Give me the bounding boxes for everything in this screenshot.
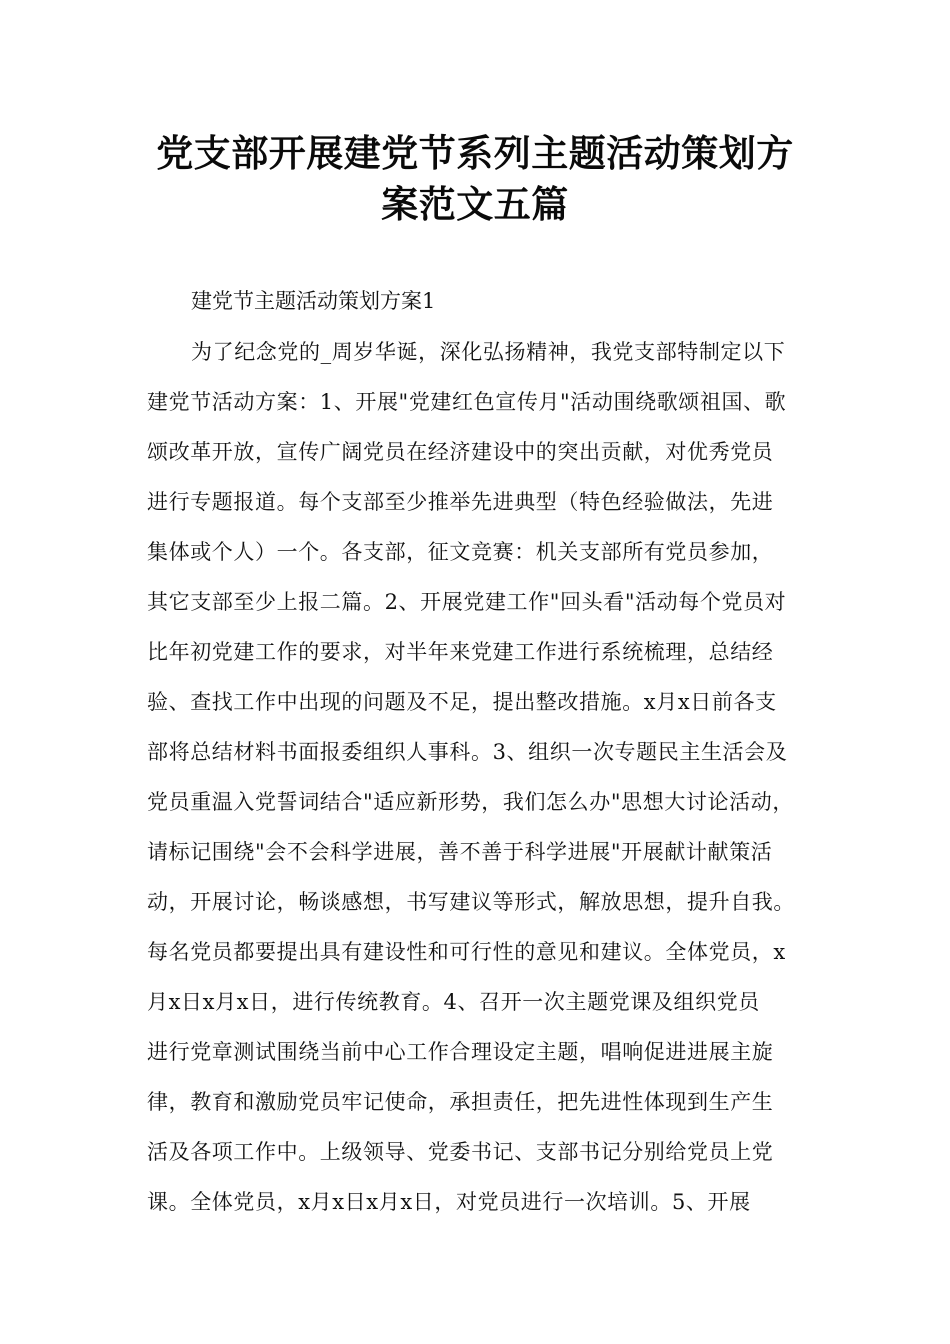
body-line-12: 动，开展讨论，畅谈感想，书写建议等形式，解放思想，提升自我。	[147, 890, 795, 914]
section-heading: 建党节主题活动策划方案1	[191, 289, 436, 313]
body-line-2: 建党节活动方案：1、开展"党建红色宣传月"活动围绕歌颂祖国、歌	[147, 390, 787, 414]
body-line-4: 进行专题报道。每个支部至少推举先进典型（特色经验做法，先进	[147, 490, 774, 514]
body-line-13: 每名党员都要提出具有建设性和可行性的意见和建议。全体党员，x	[147, 940, 786, 964]
body-line-9: 部将总结材料书面报委组织人事科。3、组织一次专题民主生活会及	[147, 740, 788, 764]
body-line-6: 其它支部至少上报二篇。2、开展党建工作"回头看"活动每个党员对	[147, 590, 787, 614]
body-line-10: 党员重温入党誓词结合"适应新形势，我们怎么办"思想大讨论活动，	[147, 790, 794, 814]
body-line-1: 为了纪念党的_周岁华诞，深化弘扬精神，我党支部特制定以下	[191, 340, 786, 364]
body-line-15: 进行党章测试围绕当前中心工作合理设定主题，唱响促进进展主旋	[147, 1040, 774, 1064]
body-line-16: 律，教育和激励党员牢记使命，承担责任，把先进性体现到生产生	[147, 1090, 774, 1114]
body-line-7: 比年初党建工作的要求，对半年来党建工作进行系统梳理，总结经	[147, 640, 774, 664]
document-title-line-2: 案范文五篇	[381, 183, 569, 226]
body-line-8: 验、查找工作中出现的问题及不足，提出整改措施。x月x日前各支	[147, 690, 777, 714]
body-line-17: 活及各项工作中。上级领导、党委书记、支部书记分别给党员上党	[147, 1140, 774, 1164]
body-line-11: 请标记围绕"会不会科学进展，善不善于科学进展"开展献计献策活	[147, 840, 773, 864]
body-line-3: 颂改革开放，宣传广阔党员在经济建设中的突出贡献，对优秀党员	[147, 440, 774, 464]
body-line-18: 课。全体党员，x月x日x月x日，对党员进行一次培训。5、开展	[147, 1190, 751, 1214]
body-line-14: 月x日x月x日，进行传统教育。4、召开一次主题党课及组织党员	[147, 990, 760, 1014]
document-title-line-1: 党支部开展建党节系列主题活动策划方	[156, 132, 794, 175]
body-line-5: 集体或个人）一个。各支部，征文竞赛：机关支部所有党员参加，	[147, 540, 774, 564]
